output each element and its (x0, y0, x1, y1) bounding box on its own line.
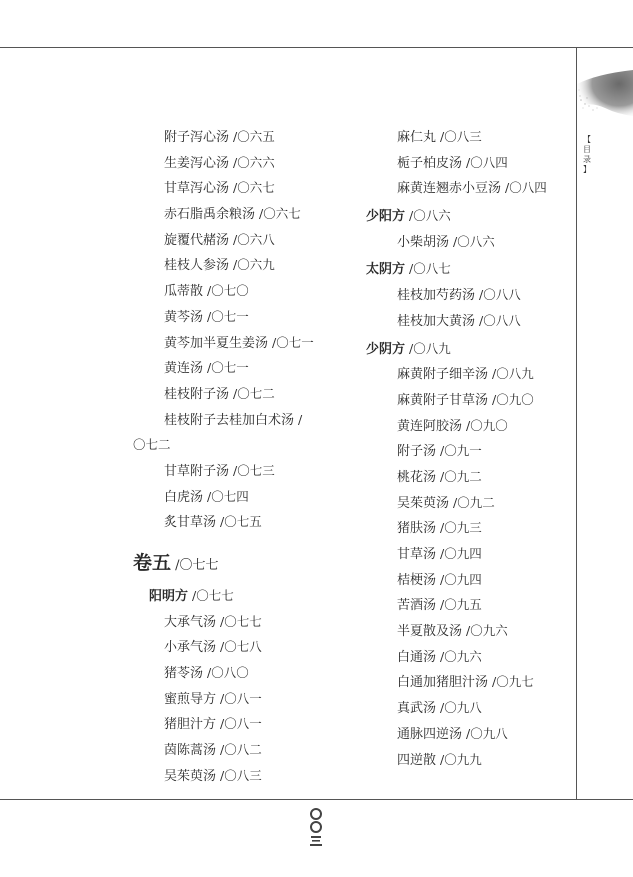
toc-entry (366, 721, 576, 747)
toc-entry-title: 猪肤汤 (397, 521, 437, 537)
toc-entry-page: /〇七四 (203, 488, 249, 504)
toc-entry-title: 黄芩加半夏生姜汤 (164, 335, 269, 351)
toc-entry-page: /〇八〇 (203, 665, 249, 681)
toc-entry-page: /〇九四 (436, 571, 482, 587)
toc-entry (133, 252, 363, 278)
margin-rule (576, 47, 577, 800)
toc-entry (133, 355, 363, 381)
toc-entry-page: /〇七〇 (203, 283, 249, 299)
toc-entry (133, 201, 363, 227)
toc-entry-page: /〇九五 (436, 597, 482, 613)
toc-entry-page: /〇七五 (216, 514, 262, 530)
toc-entry-title: 桂枝附子去桂加白术汤 (164, 412, 295, 428)
toc-entry-title: 甘草泻心汤 (164, 181, 230, 197)
toc-left-column (133, 124, 363, 789)
toc-entry (366, 747, 576, 773)
toc-entry (133, 484, 363, 510)
toc-entry-page: /〇七一 (268, 334, 314, 350)
toc-entry-continuation (133, 432, 363, 458)
toc-entry-page: /〇七八 (216, 639, 262, 655)
toc-entry-page: /〇九九 (436, 751, 482, 767)
toc-section-heading (366, 203, 576, 229)
toc-entry (366, 308, 576, 334)
toc-entry-page: /〇八一 (216, 716, 262, 732)
toc-entry-title: 麻黄附子甘草汤 (397, 392, 489, 408)
toc-entry (366, 464, 576, 490)
toc-entry-title: 附子汤 (397, 444, 437, 460)
toc-entry-title: 白通加猪胆汁汤 (397, 675, 489, 691)
toc-entry-title: 栀子柏皮汤 (397, 155, 463, 171)
toc-entry-title: 麻黄附子细辛汤 (397, 367, 489, 383)
toc-entry-title: 桂枝加大黄汤 (397, 313, 476, 329)
toc-entry-page: /〇七一 (203, 360, 249, 376)
toc-entry-page: /〇八三 (216, 767, 262, 783)
toc-entry-title: 麻黄连翘赤小豆汤 (397, 181, 502, 197)
page-number-ornament (308, 807, 324, 849)
bottom-rule (0, 799, 633, 800)
toc-entry-title: 附子泻心汤 (164, 130, 230, 145)
toc-entry (133, 330, 363, 356)
toc-entry (366, 413, 576, 439)
toc-entry-title: 猪苓汤 (164, 666, 204, 682)
toc-entry-page: /〇九二 (449, 494, 495, 510)
toc-entry-title: 黄连汤 (164, 361, 204, 377)
toc-entry (133, 227, 363, 253)
toc-entry-page: /〇八六 (405, 208, 451, 224)
section-tab-label: 【 目 录 】 (583, 135, 591, 174)
toc-entry-title: 炙甘草汤 (164, 515, 217, 531)
toc-entry (133, 686, 363, 712)
toc-entry-title: 少阴方 (366, 341, 406, 357)
toc-entry (366, 150, 576, 176)
toc-entry-title: 黄连阿胶汤 (397, 418, 463, 434)
toc-entry-title: 少阳方 (366, 209, 406, 225)
toc-entry (366, 175, 576, 201)
toc-section-heading (366, 256, 576, 282)
toc-entry-page: /〇八六 (449, 233, 495, 249)
toc-entry-title: 茵陈蒿汤 (164, 743, 217, 759)
toc-entry-title: 瓜蒂散 (164, 284, 204, 300)
toc-entry-title: 赤石脂禹余粮汤 (164, 207, 256, 223)
toc-entry-page: /〇六七 (255, 206, 301, 222)
toc-entry-page: /〇七七 (216, 613, 262, 629)
toc-entry-page: /〇九八 (436, 700, 482, 716)
toc-entry-page: /〇六九 (229, 257, 275, 273)
toc-entry-title: 真武汤 (397, 701, 437, 717)
toc-section-heading (133, 583, 363, 609)
toc-entry (366, 361, 576, 387)
toc-entry-page: /〇七二 (229, 385, 275, 401)
toc-entry-page: / (294, 411, 303, 427)
toc-entry-title: 大承气汤 (164, 614, 217, 630)
toc-entry-page: /〇九一 (436, 443, 482, 459)
toc-entry-title: 麻仁丸 (397, 130, 437, 145)
toc-entry (366, 592, 576, 618)
toc-entry (366, 618, 576, 644)
toc-entry-page: /〇八九 (405, 340, 451, 356)
toc-entry-page: /〇八二 (216, 742, 262, 758)
toc-entry-page: /〇九二 (436, 468, 482, 484)
toc-entry (133, 124, 363, 150)
toc-entry-title: 甘草汤 (397, 547, 437, 562)
toc-entry (133, 737, 363, 763)
toc-entry-page: /〇七七 (188, 588, 234, 603)
toc-entry (366, 669, 576, 695)
toc-entry (366, 124, 576, 150)
toc-entry-title: 通脉四逆汤 (397, 726, 463, 742)
toc-entry (366, 438, 576, 464)
toc-entry-title: 四逆散 (397, 752, 437, 768)
toc-entry-title: 桂枝附子汤 (164, 386, 230, 402)
toc-entry-page: /〇九六 (462, 623, 508, 639)
toc-entry-page: /〇九四 (436, 546, 482, 561)
toc-entry-title: 蜜煎导方 (164, 691, 217, 707)
toc-entry-page: /〇七三 (229, 462, 275, 478)
toc-entry (133, 278, 363, 304)
toc-entry (133, 304, 363, 330)
toc-entry-title: 白通汤 (397, 649, 437, 665)
toc-entry-page: /〇九三 (436, 520, 482, 536)
toc-entry (366, 695, 576, 721)
toc-right-column (366, 124, 576, 772)
toc-entry-page: /〇九〇 (488, 391, 534, 407)
toc-entry (133, 407, 363, 433)
toc-entry-page: /〇七一 (203, 308, 249, 324)
toc-entry-page: /〇七七 (171, 558, 219, 573)
toc-entry (366, 567, 576, 593)
toc-section-heading (366, 336, 576, 362)
toc-entry-title: 桃花汤 (397, 469, 437, 485)
toc-entry-title: 小柴胡汤 (397, 234, 450, 250)
toc-entry-page: /〇八一 (216, 690, 262, 706)
toc-entry-title: 旋覆代赭汤 (164, 232, 230, 248)
toc-entry-page: /〇六七 (229, 180, 275, 196)
toc-entry-page: /〇八四 (501, 180, 547, 196)
toc-entry-title: 卷五 (133, 552, 172, 574)
toc-entry-page: /〇九六 (436, 648, 482, 664)
toc-entry-page: /〇八七 (405, 261, 451, 277)
toc-entry (133, 609, 363, 635)
toc-entry (366, 282, 576, 308)
toc-entry (133, 711, 363, 737)
toc-entry-title: 桔梗汤 (397, 572, 437, 588)
toc-entry (366, 644, 576, 670)
toc-entry-title: 半夏散及汤 (397, 624, 463, 640)
toc-entry (133, 763, 363, 789)
toc-entry-title: 苦酒汤 (397, 598, 437, 614)
toc-entry (366, 490, 576, 516)
toc-entry-page: /〇九八 (462, 725, 508, 741)
toc-entry-title: 吴茱萸汤 (164, 768, 217, 784)
toc-entry-page: /〇六六 (229, 154, 275, 170)
toc-entry-page: 〇七二 (133, 437, 171, 453)
toc-entry-page: /〇八八 (475, 312, 521, 328)
toc-entry-page: /〇八九 (488, 366, 534, 382)
toc-entry-page: /〇九七 (488, 674, 534, 690)
toc-entry (366, 541, 576, 567)
toc-entry-title: 吴茱萸汤 (397, 495, 450, 511)
toc-entry (133, 175, 363, 201)
toc-entry-title: 黄芩汤 (164, 309, 204, 325)
toc-entry (366, 387, 576, 413)
toc-entry-page: /〇九〇 (462, 417, 508, 433)
toc-entry-title: 甘草附子汤 (164, 463, 230, 479)
toc-entry (366, 229, 576, 255)
top-rule (0, 47, 633, 48)
toc-entry (133, 381, 363, 407)
toc-entry-title: 阳明方 (149, 589, 189, 604)
toc-entry (133, 660, 363, 686)
toc-entry-page: /〇八八 (475, 287, 521, 303)
toc-entry-title: 桂枝人参汤 (164, 258, 230, 274)
toc-entry (133, 634, 363, 660)
toc-entry-title: 小承气汤 (164, 640, 217, 656)
toc-entry-title: 白虎汤 (164, 489, 204, 505)
toc-entry (133, 509, 363, 535)
toc-entry-page: /〇六八 (229, 231, 275, 247)
toc-entry-title: 太阴方 (366, 262, 406, 278)
toc-entry (133, 150, 363, 176)
toc-entry-title: 猪胆汁方 (164, 717, 217, 733)
toc-entry-page: /〇八三 (436, 129, 482, 144)
toc-entry-page: /〇八四 (462, 154, 508, 170)
toc-entry-title: 桂枝加芍药汤 (397, 288, 476, 304)
toc-volume-heading (133, 543, 363, 583)
toc-entry-title: 生姜泻心汤 (164, 155, 230, 171)
ink-wash-tab-decoration (577, 70, 633, 120)
toc-entry (133, 458, 363, 484)
toc-entry-page: /〇六五 (229, 129, 275, 144)
toc-entry (366, 515, 576, 541)
